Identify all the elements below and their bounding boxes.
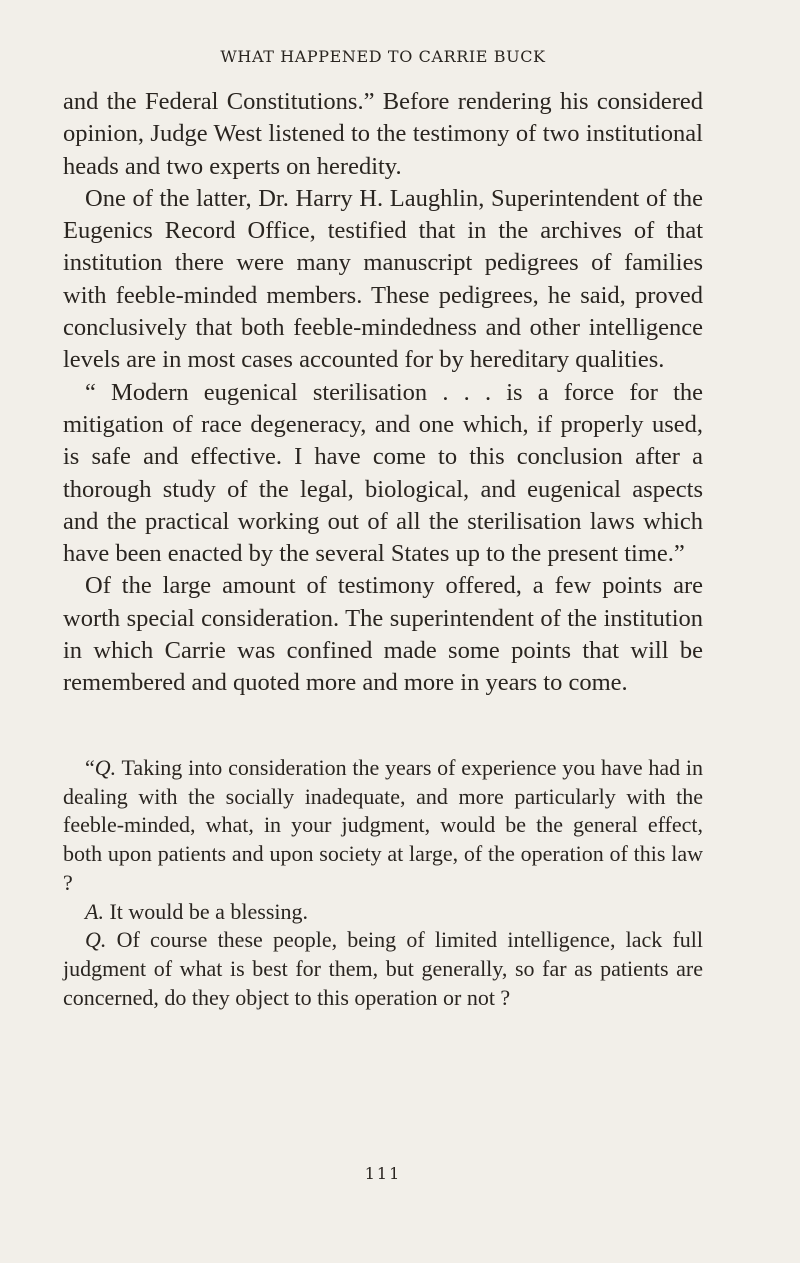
- question-text: Taking into consideration the years of experience you have had in dealing with the socially inadequate, and more particularly with the feeble-minded, what, in your judgment, would be the general effect, both upon patients and upon society at large, of the operation of this law ?: [63, 755, 703, 895]
- answer-label: A.: [85, 898, 104, 924]
- paragraph-quotation: “ Modern eugenical sterilisation . . . is a force for the mitigation of race degeneracy, and one which, if properly used, is safe and effective. I have come to this conclusion after a thorough study of the legal, biological, and eugenical aspects and the practical working out of all the sterilisation laws which have been enacted by the several States up to the present time.”: [63, 378, 703, 568]
- question-label: Q.: [94, 755, 117, 780]
- question-label: Q.: [85, 927, 107, 953]
- page-number: 111: [364, 1164, 402, 1183]
- answer-1: [63, 898, 703, 927]
- body-text: [63, 86, 703, 700]
- running-head: WHAT HAPPENED TO CARRIE BUCK: [220, 47, 546, 66]
- paragraph-continuation: and the Federal Constitutions.” Before rendering his considered opinion, Judge West listened to the testimony of two institutional heads and two experts on heredity.: [63, 88, 703, 180]
- question-2: [63, 926, 703, 1012]
- testimony-transcript: [63, 754, 703, 1012]
- question-text: Of course these people, being of limited intelligence, lack full judgment of what is best for them, but generally, so far as patients are concerned, do they object to this operation or not ?: [63, 927, 703, 1010]
- question-1: [63, 754, 703, 898]
- opening-quote: “: [85, 755, 95, 780]
- paragraph-laughlin-testimony: One of the latter, Dr. Harry H. Laughlin, Superintendent of the Eugenics Record Office, testified that in the archives of that institution there were many manuscript pedigrees of families with feeble-minded members. These pedigrees, he said, proved conclusively that both feeble-mindedness and other intelligence levels are in most cases accounted for by hereditary qualities.: [63, 184, 703, 374]
- answer-text: It would be a blessing.: [109, 898, 309, 924]
- paragraph-superintendent: Of the large amount of testimony offered, a few points are worth special consideration. The superintendent of the institution in which Carrie was confined made some points that will be remembered and quoted more and more in years to come.: [63, 572, 703, 697]
